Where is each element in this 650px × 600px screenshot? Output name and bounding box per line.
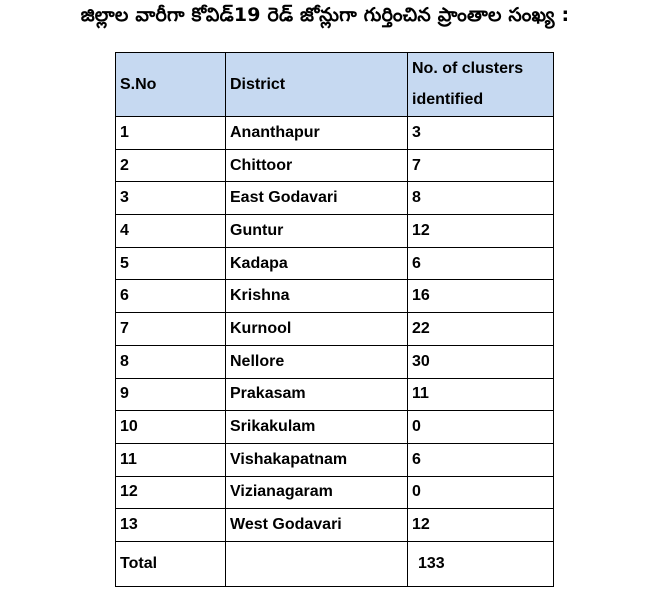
cell-clusters: 0 bbox=[408, 476, 554, 509]
page-heading: జిల్లాల వారీగా కోవిడ్19 రెడ్ జోన్లుగా గుర్తించిన ప్రాంతాల సంఖ్య : bbox=[80, 4, 570, 26]
cell-clusters: 7 bbox=[408, 149, 554, 182]
cell-clusters: 30 bbox=[408, 345, 554, 378]
header-district: District bbox=[226, 53, 408, 117]
header-clusters bbox=[408, 53, 554, 117]
table-row bbox=[116, 149, 554, 182]
cell-clusters: 12 bbox=[408, 509, 554, 542]
cell-clusters: 16 bbox=[408, 280, 554, 313]
cell-sno: 8 bbox=[116, 345, 226, 378]
table-row bbox=[116, 182, 554, 215]
cell-clusters: 3 bbox=[408, 117, 554, 150]
table-row bbox=[116, 443, 554, 476]
header-clusters-line2: identified bbox=[412, 91, 484, 108]
table-row bbox=[116, 345, 554, 378]
cell-district: Nellore bbox=[226, 345, 408, 378]
cell-sno: 7 bbox=[116, 313, 226, 346]
cell-district: Ananthapur bbox=[226, 117, 408, 150]
cell-district: Srikakulam bbox=[226, 411, 408, 444]
cell-sno: 10 bbox=[116, 411, 226, 444]
table-row bbox=[116, 117, 554, 150]
cell-district: Guntur bbox=[226, 215, 408, 248]
table-row bbox=[116, 215, 554, 248]
cell-sno: 12 bbox=[116, 476, 226, 509]
total-label: Total bbox=[116, 541, 226, 586]
table-row bbox=[116, 509, 554, 542]
cell-clusters: 12 bbox=[408, 215, 554, 248]
table-row bbox=[116, 280, 554, 313]
cell-clusters: 11 bbox=[408, 378, 554, 411]
total-value: 133 bbox=[408, 541, 554, 586]
cell-district: West Godavari bbox=[226, 509, 408, 542]
cell-sno: 5 bbox=[116, 247, 226, 280]
cell-sno: 9 bbox=[116, 378, 226, 411]
cell-clusters: 0 bbox=[408, 411, 554, 444]
cell-clusters: 6 bbox=[408, 443, 554, 476]
table-row bbox=[116, 411, 554, 444]
cell-district: Kadapa bbox=[226, 247, 408, 280]
cell-district: Prakasam bbox=[226, 378, 408, 411]
cell-district: Chittoor bbox=[226, 149, 408, 182]
cell-clusters: 22 bbox=[408, 313, 554, 346]
header-clusters-line1: No. of clusters bbox=[412, 60, 524, 77]
table-row bbox=[116, 313, 554, 346]
table-row bbox=[116, 247, 554, 280]
total-empty-cell bbox=[226, 541, 408, 586]
cell-district: Krishna bbox=[226, 280, 408, 313]
cell-district: Kurnool bbox=[226, 313, 408, 346]
cell-sno: 11 bbox=[116, 443, 226, 476]
table-row bbox=[116, 378, 554, 411]
table-row bbox=[116, 476, 554, 509]
cell-sno: 1 bbox=[116, 117, 226, 150]
header-sno: S.No bbox=[116, 53, 226, 117]
cell-sno: 3 bbox=[116, 182, 226, 215]
cell-sno: 6 bbox=[116, 280, 226, 313]
cell-district: Vishakapatnam bbox=[226, 443, 408, 476]
cell-district: East Godavari bbox=[226, 182, 408, 215]
cell-sno: 2 bbox=[116, 149, 226, 182]
cell-sno: 13 bbox=[116, 509, 226, 542]
cell-clusters: 6 bbox=[408, 247, 554, 280]
table-body bbox=[116, 117, 554, 542]
cell-clusters: 8 bbox=[408, 182, 554, 215]
clusters-table bbox=[115, 52, 554, 587]
cell-sno: 4 bbox=[116, 215, 226, 248]
cell-district: Vizianagaram bbox=[226, 476, 408, 509]
table-header-row bbox=[116, 53, 554, 117]
total-row bbox=[116, 541, 554, 586]
